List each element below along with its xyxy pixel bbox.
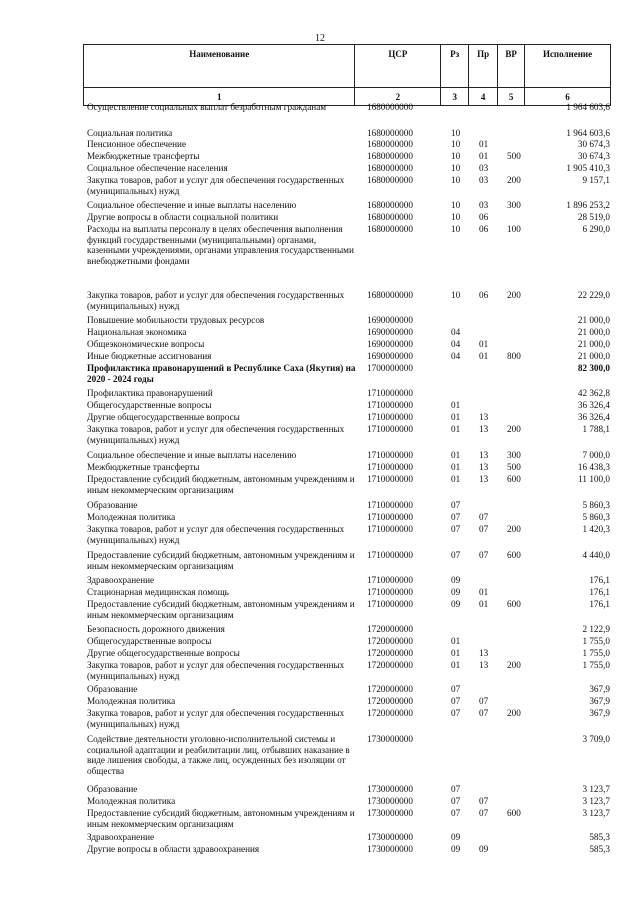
row-vr: 600 — [507, 550, 521, 560]
row-csr: 1680000000 — [367, 212, 413, 222]
row-rz: 04 — [451, 351, 461, 361]
row-pr: 07 — [479, 550, 489, 560]
row-rz: 07 — [451, 524, 461, 534]
row-csr: 1710000000 — [367, 550, 413, 560]
row-csr: 1690000000 — [367, 315, 413, 325]
row-name: Предоставление субсидий бюджетным, автономным учреждениям и иным некоммерческим организациям — [87, 474, 355, 495]
row-rz: 10 — [451, 224, 461, 234]
row-execution: 1 896 253,2 — [566, 200, 610, 210]
row-pr: 07 — [479, 708, 489, 718]
row-vr: 300 — [507, 200, 521, 210]
row-csr: 1710000000 — [367, 412, 413, 422]
row-execution: 30 674,3 — [577, 139, 610, 149]
row-name: Профилактика правонарушений в Республике Саха (Якутия) на 2020 - 2024 годы — [87, 363, 356, 384]
header-name: Наименование — [84, 45, 355, 88]
row-rz: 10 — [451, 290, 461, 300]
row-rz: 01 — [451, 636, 461, 646]
row-execution: 30 674,3 — [577, 151, 610, 161]
row-name: Иные бюджетные ассигнования — [87, 351, 212, 361]
row-rz: 07 — [451, 696, 461, 706]
row-csr: 1690000000 — [367, 339, 413, 349]
row-pr: 13 — [479, 648, 489, 658]
row-csr: 1720000000 — [367, 660, 413, 670]
row-rz: 10 — [451, 200, 461, 210]
row-csr: 1710000000 — [367, 599, 413, 609]
row-name: Образование — [87, 684, 138, 694]
row-execution: 36 326,4 — [577, 412, 610, 422]
row-execution: 21 000,0 — [577, 339, 610, 349]
row-name: Другие общегосударственные вопросы — [87, 412, 240, 422]
row-csr: 1690000000 — [367, 351, 413, 361]
row-rz: 04 — [451, 339, 461, 349]
row-execution: 21 000,0 — [577, 327, 610, 337]
row-rz: 04 — [451, 327, 461, 337]
row-execution: 585,3 — [589, 832, 610, 842]
row-csr: 1680000000 — [367, 200, 413, 210]
row-vr: 800 — [507, 351, 521, 361]
row-execution: 1 420,3 — [582, 524, 610, 534]
row-csr: 1730000000 — [367, 796, 413, 806]
row-pr: 06 — [479, 290, 489, 300]
row-name: Межбюджетные трансферты — [87, 151, 200, 161]
row-execution: 585,3 — [589, 844, 610, 854]
row-pr: 07 — [479, 808, 489, 818]
row-rz: 01 — [451, 400, 461, 410]
row-execution: 16 438,3 — [577, 462, 610, 472]
row-vr: 600 — [507, 599, 521, 609]
row-name: Закупка товаров, работ и услуг для обеспечения государственных (муниципальных) нужд — [87, 424, 345, 445]
header-exec: Исполнение — [525, 45, 611, 88]
row-name: Стационарная медицинская помощь — [87, 587, 229, 597]
row-name: Повышение мобильности трудовых ресурсов — [87, 315, 265, 325]
row-pr: 01 — [479, 139, 489, 149]
row-execution: 28 519,0 — [577, 212, 610, 222]
table-header — [83, 44, 611, 106]
row-name: Социальное обеспечение населения — [87, 163, 228, 173]
row-execution: 1 755,0 — [582, 648, 610, 658]
row-pr: 13 — [479, 450, 489, 460]
row-pr: 06 — [479, 212, 489, 222]
row-pr: 09 — [479, 844, 489, 854]
row-execution: 21 000,0 — [577, 315, 610, 325]
row-execution: 3 709,0 — [582, 734, 610, 744]
row-pr: 07 — [479, 696, 489, 706]
row-execution: 176,1 — [589, 599, 610, 609]
row-csr: 1680000000 — [367, 151, 413, 161]
row-execution: 1 964 603,6 — [566, 128, 610, 138]
row-csr: 1680000000 — [367, 102, 413, 112]
row-pr: 07 — [479, 512, 489, 522]
row-csr: 1720000000 — [367, 708, 413, 718]
row-rz: 09 — [451, 832, 461, 842]
row-csr: 1710000000 — [367, 388, 413, 398]
row-rz: 10 — [451, 139, 461, 149]
row-csr: 1710000000 — [367, 587, 413, 597]
row-execution: 36 326,4 — [577, 400, 610, 410]
row-execution: 367,9 — [589, 696, 610, 706]
row-rz: 10 — [451, 212, 461, 222]
row-name: Осуществление социальных выплат безработным гражданам — [87, 102, 327, 112]
row-csr: 1710000000 — [367, 424, 413, 434]
row-csr: 1720000000 — [367, 624, 413, 634]
row-vr: 200 — [507, 708, 521, 718]
row-rz: 10 — [451, 175, 461, 185]
row-csr: 1680000000 — [367, 224, 413, 234]
row-name: Здравоохранение — [87, 575, 155, 585]
row-pr: 01 — [479, 351, 489, 361]
row-csr: 1730000000 — [367, 832, 413, 842]
header-rz: Рз — [441, 45, 469, 88]
row-vr: 300 — [507, 450, 521, 460]
row-execution: 1 755,0 — [582, 636, 610, 646]
row-csr: 1700000000 — [367, 363, 413, 373]
row-execution: 5 860,3 — [582, 500, 610, 510]
row-execution: 1 788,1 — [582, 424, 610, 434]
row-csr: 1710000000 — [367, 524, 413, 534]
row-pr: 03 — [479, 175, 489, 185]
row-rz: 09 — [451, 587, 461, 597]
row-execution: 22 229,0 — [577, 290, 610, 300]
row-execution: 1 755,0 — [582, 660, 610, 670]
row-csr: 1720000000 — [367, 648, 413, 658]
row-name: Безопасность дорожного движения — [87, 624, 225, 634]
row-execution: 21 000,0 — [577, 351, 610, 361]
row-execution: 3 123,7 — [582, 796, 610, 806]
row-csr: 1720000000 — [367, 684, 413, 694]
header-pr: Пр — [469, 45, 498, 88]
row-name: Закупка товаров, работ и услуг для обеспечения государственных (муниципальных) нужд — [87, 708, 345, 729]
header-col-num-6: 6 — [525, 88, 611, 106]
row-execution: 1 905 410,3 — [566, 163, 610, 173]
row-csr: 1710000000 — [367, 450, 413, 460]
header-col-num-1: 1 — [84, 88, 355, 106]
row-name: Общеэкономические вопросы — [87, 339, 205, 349]
row-vr: 200 — [507, 524, 521, 534]
header-col-num-4: 4 — [469, 88, 498, 106]
row-execution: 82 300,0 — [577, 363, 610, 373]
row-rz: 01 — [451, 648, 461, 658]
row-csr: 1680000000 — [367, 139, 413, 149]
row-csr: 1710000000 — [367, 512, 413, 522]
row-csr: 1690000000 — [367, 327, 413, 337]
row-pr: 13 — [479, 660, 489, 670]
row-rz: 01 — [451, 424, 461, 434]
row-csr: 1710000000 — [367, 575, 413, 585]
row-rz: 01 — [451, 462, 461, 472]
row-vr: 200 — [507, 660, 521, 670]
row-rz: 07 — [451, 784, 461, 794]
row-pr: 01 — [479, 151, 489, 161]
row-name: Молодежная политика — [87, 512, 176, 522]
row-pr: 07 — [479, 796, 489, 806]
row-name: Другие общегосударственные вопросы — [87, 648, 240, 658]
row-vr: 500 — [507, 151, 521, 161]
row-name: Закупка товаров, работ и услуг для обеспечения государственных (муниципальных) нужд — [87, 660, 345, 681]
row-csr: 1680000000 — [367, 290, 413, 300]
row-execution: 4 440,0 — [582, 550, 610, 560]
row-rz: 10 — [451, 151, 461, 161]
row-rz: 07 — [451, 512, 461, 522]
row-pr: 13 — [479, 412, 489, 422]
row-name: Общегосударственные вопросы — [87, 636, 212, 646]
row-csr: 1730000000 — [367, 844, 413, 854]
row-csr: 1710000000 — [367, 500, 413, 510]
row-name: Здравоохранение — [87, 832, 155, 842]
header-col-num-2: 2 — [355, 88, 441, 106]
row-name: Закупка товаров, работ и услуг для обеспечения государственных (муниципальных) нужд — [87, 524, 345, 545]
row-pr: 13 — [479, 424, 489, 434]
row-pr: 01 — [479, 339, 489, 349]
row-name: Предоставление субсидий бюджетным, автономным учреждениям и иным некоммерческим организациям — [87, 550, 355, 571]
row-name: Общегосударственные вопросы — [87, 400, 212, 410]
row-rz: 07 — [451, 684, 461, 694]
row-name: Пенсионное обеспечение — [87, 139, 187, 149]
header-col-num-5: 5 — [498, 88, 525, 106]
page-number: 12 — [315, 33, 325, 44]
row-name: Другие вопросы в области социальной политики — [87, 212, 279, 222]
row-execution: 11 100,0 — [578, 474, 610, 484]
row-execution: 367,9 — [589, 708, 610, 718]
row-pr: 03 — [479, 200, 489, 210]
header-vr: ВР — [498, 45, 525, 88]
row-rz: 01 — [451, 474, 461, 484]
row-vr: 600 — [507, 474, 521, 484]
row-name: Закупка товаров, работ и услуг для обеспечения государственных (муниципальных) нужд — [87, 175, 345, 196]
row-pr: 03 — [479, 163, 489, 173]
row-rz: 10 — [451, 163, 461, 173]
row-rz: 01 — [451, 412, 461, 422]
row-csr: 1710000000 — [367, 462, 413, 472]
row-name: Образование — [87, 784, 138, 794]
row-rz: 07 — [451, 808, 461, 818]
row-rz: 09 — [451, 844, 461, 854]
row-pr: 07 — [479, 524, 489, 534]
row-vr: 100 — [507, 224, 521, 234]
row-csr: 1720000000 — [367, 636, 413, 646]
row-name: Социальная политика — [87, 128, 173, 138]
header-csr: ЦСР — [355, 45, 441, 88]
row-csr: 1710000000 — [367, 400, 413, 410]
row-execution: 367,9 — [589, 684, 610, 694]
row-name: Предоставление субсидий бюджетным, автономным учреждениям и иным некоммерческим организациям — [87, 599, 355, 620]
row-execution: 176,1 — [589, 587, 610, 597]
row-vr: 200 — [507, 175, 521, 185]
header-col-num-3: 3 — [441, 88, 469, 106]
row-pr: 13 — [479, 474, 489, 484]
row-csr: 1730000000 — [367, 808, 413, 818]
row-execution: 42 362,8 — [577, 388, 610, 398]
row-csr: 1680000000 — [367, 175, 413, 185]
row-execution: 2 122,9 — [582, 624, 610, 634]
row-rz: 01 — [451, 660, 461, 670]
row-pr: 13 — [479, 462, 489, 472]
row-csr: 1680000000 — [367, 163, 413, 173]
row-vr: 600 — [507, 808, 521, 818]
row-rz: 09 — [451, 599, 461, 609]
row-rz: 09 — [451, 575, 461, 585]
row-vr: 200 — [507, 424, 521, 434]
row-vr: 200 — [507, 290, 521, 300]
row-pr: 01 — [479, 587, 489, 597]
row-name: Профилактика правонарушений — [87, 388, 213, 398]
row-csr: 1710000000 — [367, 474, 413, 484]
row-execution: 3 123,7 — [582, 808, 610, 818]
row-csr: 1730000000 — [367, 734, 413, 744]
row-rz: 07 — [451, 550, 461, 560]
row-execution: 6 290,0 — [582, 224, 610, 234]
row-rz: 07 — [451, 708, 461, 718]
row-name: Содействие деятельности уголовно-исполнительной системы и социальной адаптации и реабилитации лиц, отбывших наказание в виде лишения свободы, а также лиц, осужденных без изоляции от общества — [87, 734, 350, 776]
row-rz: 07 — [451, 500, 461, 510]
row-name: Молодежная политика — [87, 696, 176, 706]
row-name: Расходы на выплаты персоналу в целях обеспечения выполнения функций государственными (муниципальными) органами, казенными учреждениями, органами управления государственными внебюджетными фондами — [87, 224, 354, 266]
row-execution: 5 860,3 — [582, 512, 610, 522]
row-csr: 1720000000 — [367, 696, 413, 706]
row-execution: 176,1 — [589, 575, 610, 585]
row-name: Закупка товаров, работ и услуг для обеспечения государственных (муниципальных) нужд — [87, 290, 345, 311]
row-name: Социальное обеспечение и иные выплаты населению — [87, 450, 297, 460]
row-execution: 9 157,1 — [582, 175, 610, 185]
row-rz: 01 — [451, 450, 461, 460]
row-rz: 07 — [451, 796, 461, 806]
row-name: Другие вопросы в области здравоохранения — [87, 844, 260, 854]
row-vr: 500 — [507, 462, 521, 472]
row-execution: 1 964 603,6 — [566, 102, 610, 112]
row-pr: 06 — [479, 224, 489, 234]
row-execution: 3 123,7 — [582, 784, 610, 794]
row-name: Молодежная политика — [87, 796, 176, 806]
row-name: Национальная экономика — [87, 327, 187, 337]
row-name: Образование — [87, 500, 138, 510]
row-name: Межбюджетные трансферты — [87, 462, 200, 472]
row-csr: 1680000000 — [367, 128, 413, 138]
row-name: Социальное обеспечение и иные выплаты населению — [87, 200, 297, 210]
row-name: Предоставление субсидий бюджетным, автономным учреждениям и иным некоммерческим организациям — [87, 808, 355, 829]
row-execution: 7 000,0 — [582, 450, 610, 460]
row-csr: 1730000000 — [367, 784, 413, 794]
row-rz: 10 — [451, 128, 461, 138]
row-pr: 01 — [479, 599, 489, 609]
